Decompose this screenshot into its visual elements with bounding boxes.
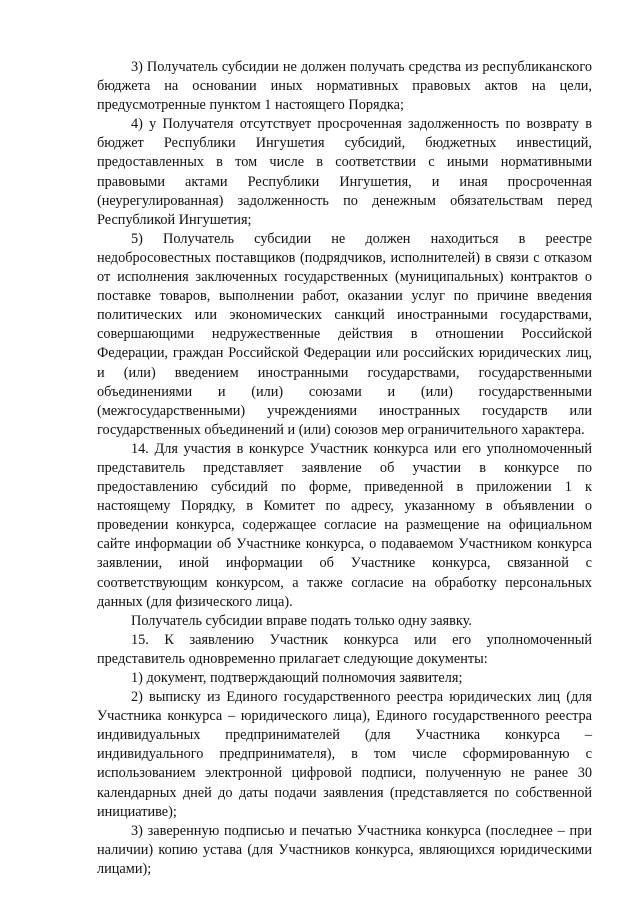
paragraph-single-application: Получатель субсидии вправе подать только одну заявку. bbox=[131, 612, 472, 629]
paragraph-document-3: 3) заверенную подписью и печатью Участника конкурса (последнее – при наличии) копию устава (для Участников конкурса, являющихся юридическими лицами); bbox=[97, 822, 592, 877]
paragraph-item-4: 4) у Получателя отсутствует просроченная задолженность по возврату в бюджет Республики Ингушетия субсидий, бюджетных инвестиций, предоставленных в том числе в соответствии с иными нормативными правовыми актами Республики Ингушетия, и иная просроченная (неурегулированная) задолженность по денежным обязательствам перед Республикой Ингушетия; bbox=[97, 116, 592, 228]
paragraph-clause-15: 15. К заявлению Участник конкурса или его уполномоченный представитель одновременно прилагает следующие документы: bbox=[97, 631, 592, 667]
paragraph-document-2: 2) выписку из Единого государственного реестра юридических лиц (для Участника конкурса – юридического лица), Единого государственного реестра индивидуальных предпринимателей (для Участника конкурса – индивидуального предпринимателя), в том числе сформированную с использованием электронной цифровой подписи, полученную не ранее 30 календарных дней до даты подачи заявления (представляется по собственной инициативе); bbox=[97, 689, 592, 820]
paragraph-item-5: 5) Получатель субсидии не должен находиться в реестре недобросовестных поставщиков (подрядчиков, исполнителей) в связи с отказом от исполнения заключенных государственных (муниципальных) контрактов о поставке товаров, выполнении работ, оказании услуг по причине введения политических или экономических санкций иностранными государствами, совершающими недружественные действия в отношении Российской Федерации, граждан Российской Федерации или российских юридических лиц, и (или) введением иностранными государствами, государственными объединениями и (или) союзами и (или) государственными (межгосударственными) учреждениями иностранных государств или государственных объединений и (или) союзов мер ограничительного характера. bbox=[97, 230, 592, 438]
paragraph-item-3: 3) Получатель субсидии не должен получать средства из республиканского бюджета на основании иных нормативных правовых актов на цели, предусмотренные пунктом 1 настоящего Порядка; bbox=[97, 59, 592, 114]
paragraph-clause-14: 14. Для участия в конкурсе Участник конкурса или его уполномоченный представитель представляет заявление об участии в конкурсе по предоставлению субсидий по форме, приведенной в приложении 1 к настоящему Порядку, в Комитет по адресу, указанному в объявлении о проведении конкурса, содержащее согласие на размещение на официальном сайте информации об Участнике конкурса, о подаваемом Участником конкурса заявлении, иной информации об Участнике конкурса, связанной с соответствующим конкурсом, а также согласие на обработку персональных данных (для физического лица). bbox=[97, 440, 592, 610]
paragraph-document-1: 1) документ, подтверждающий полномочия заявителя; bbox=[131, 670, 463, 686]
